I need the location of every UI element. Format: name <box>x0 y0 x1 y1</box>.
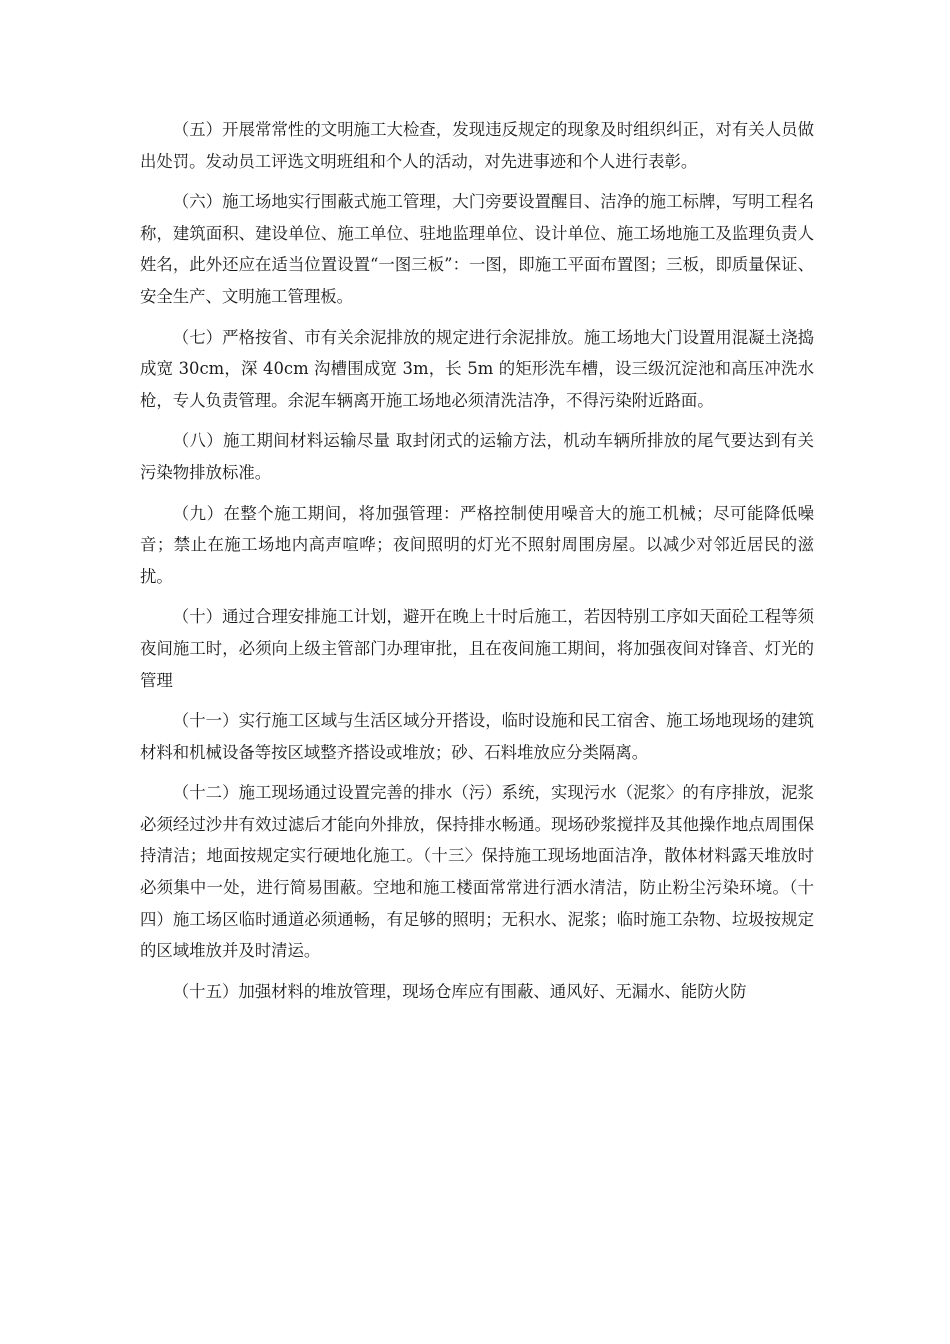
document-body <box>140 114 814 1016</box>
paragraph-15: （十五）加强材料的堆放管理，现场仓库应有围蔽、通风好、无漏水、能防火防 <box>172 981 747 1001</box>
paragraph-6: （六）施工场地实行围蔽式施工管理，大门旁要设置醒目、洁净的施工标牌，写明工程名称，建筑面积、建设单位、施工单位、驻地监理单位、设计单位、施工场地施工及监理负责人姓名，此外还应在适当位置设置“一图三板”：一图，即施工平面布置图；三板，即质量保证、安全生产、文明施工管理板。 <box>140 192 814 306</box>
paragraph-10: （十）通过合理安排施工计划，避开在晚上十时后施工，若因特别工序如天面砼工程等须夜间施工时，必须向上级主管部门办理审批，且在夜间施工期间，将加强夜间对锋音、灯光的管理 <box>140 607 814 690</box>
paragraph-12-14: （十二）施工现场通过设置完善的排水（污）系统，实现污水（泥浆〉的有序排放，泥浆必须经过沙井有效过滤后才能向外排放，保持排水畅通。现场砂浆搅拌及其他操作地点周围保持清洁；地面按规定实行硬地化施工。（十三〉保持施工现场地面洁净，散体材料露天堆放时必须集中一处，进行简易围蔽。空地和施工楼面常常进行洒水清洁，防止粉尘污染环境。（十四）施工场区临时通道必须通畅，有足够的照明；无积水、泥浆；临时施工杂物、垃圾按规定的区域堆放并及时清运。 <box>140 783 814 961</box>
paragraph-9: （九）在整个施工期间，将加强管理：严格控制使用噪音大的施工机械；尽可能降低噪音；禁止在施工场地内高声喧哗；夜间照明的灯光不照射周围房屋。以减少对邻近居民的滋扰。 <box>140 503 814 586</box>
paragraph-7: （七）严格按省、市有关余泥排放的规定进行余泥排放。施工场地大门设置用混凝土浇捣成宽 30cm，深 40cm 沟槽围成宽 3m，长 5m 的矩形洗车槽，设三级沉淀池和高压冲洗水枪，专人负责管理。余泥车辆离开施工场地必须清洗洁净，不得污染附近路面。 <box>140 327 814 410</box>
paragraph-8: （八）施工期间材料运输尽量 取封闭式的运输方法，机动车辆所排放的尾气要达到有关污染物排放标准。 <box>140 431 814 482</box>
paragraph-11: （十一）实行施工区域与生活区域分开搭设，临时设施和民工宿舍、施工场地现场的建筑材料和机械设备等按区域整齐搭设或堆放；砂、石料堆放应分类隔离。 <box>140 711 814 762</box>
paragraph-5: （五）开展常常性的文明施工大检查，发现违反规定的现象及时组织纠正，对有关人员做出处罚。发动员工评选文明班组和个人的活动，对先进事迹和个人进行表彰。 <box>140 120 814 171</box>
